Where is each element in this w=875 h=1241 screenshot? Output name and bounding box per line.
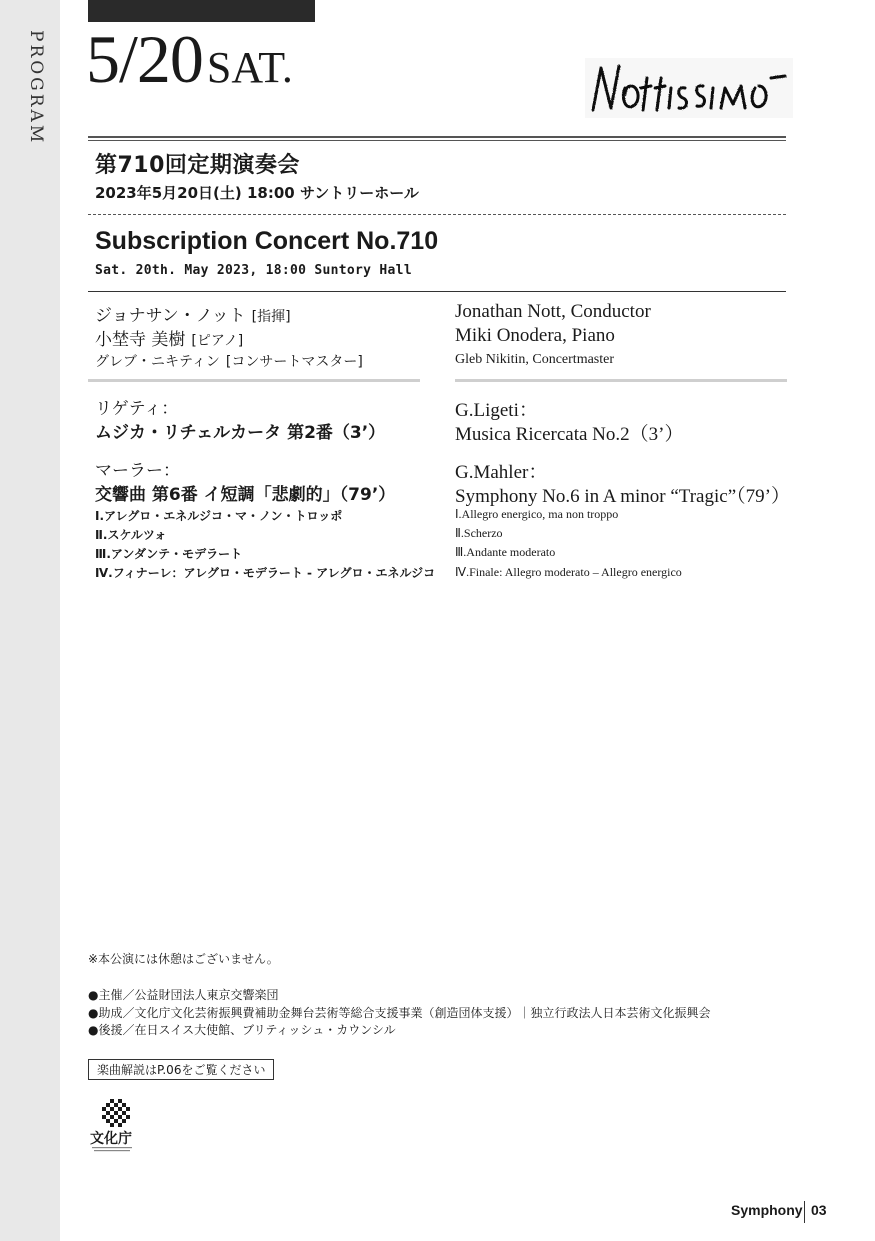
ligeti-work-en: Musica Ricercata No.2（3’） <box>455 424 684 445</box>
mahler-composer-en: G.Mahler： <box>455 462 548 483</box>
mahler-movement-jp-4: Ⅳ.フィナーレ：アレグロ・モデラート - アレグロ・エネルジコ <box>95 566 436 580</box>
section-rule <box>88 291 786 292</box>
performer-role: [コンサートマスター] <box>225 354 363 370</box>
organizer-note: ●主催／公益財団法人東京交響楽団 <box>88 988 279 1002</box>
nottissimo-logo <box>585 58 793 118</box>
performer-en-piano: Miki Onodera, Piano <box>455 325 615 346</box>
header-bar <box>88 0 315 22</box>
concert-datetime-jp: 2023年5月20日(土) 18:00 サントリーホール <box>95 184 419 202</box>
concert-title-en: Subscription Concert No.710 <box>95 227 439 255</box>
page-number: 03 <box>811 1202 827 1218</box>
ligeti-composer-jp: リゲティ： <box>95 399 179 419</box>
dashed-divider <box>88 214 786 215</box>
date-weekday: SAT. <box>206 43 293 92</box>
divider-en <box>455 379 787 382</box>
concert-title-jp: 第710回定期演奏会 <box>95 153 300 178</box>
mahler-work-en: Symphony No.6 in A minor “Tragic”（79’） <box>455 486 790 507</box>
performer-jp-conductor <box>95 301 291 326</box>
concert-datetime-en: Sat. 20th. May 2023, 18:00 Suntory Hall <box>95 263 412 278</box>
performer-name: 小埜寺 美樹 <box>95 330 186 350</box>
sidebar <box>0 0 60 1241</box>
svg-text:文化庁: 文化庁 <box>90 1131 132 1147</box>
ligeti-work-jp: ムジカ・リチェルカータ 第2番（3’） <box>95 423 386 443</box>
performer-role: [指揮] <box>251 309 291 325</box>
performer-role: [ピアノ] <box>191 333 244 349</box>
performer-jp-piano <box>95 325 243 350</box>
mahler-movement-en-4: Ⅳ.Finale: Allegro moderato – Allegro energico <box>455 565 682 579</box>
date-number: 5/20 <box>86 21 203 97</box>
mahler-movement-jp-2: Ⅱ.スケルツォ <box>95 528 167 542</box>
ligeti-composer-en: G.Ligeti： <box>455 400 538 421</box>
divider-jp <box>88 379 420 382</box>
header-rule-secondary <box>88 140 786 141</box>
performer-en-conductor: Jonathan Nott, Conductor <box>455 301 651 322</box>
performer-en-concertmaster: Gleb Nikitin, Concertmaster <box>455 352 615 367</box>
footer-magazine-title: Symphony <box>731 1202 803 1218</box>
concert-date <box>86 20 293 99</box>
footer-divider <box>804 1201 805 1223</box>
sidebar-label: PROGRAM <box>26 30 46 146</box>
intermission-note: ※本公演には休憩はございません。 <box>88 952 279 966</box>
patron-note: ●後援／在日スイス大使館、ブリティッシュ・カウンシル <box>88 1023 396 1037</box>
mahler-movement-en-3: Ⅲ.Andante moderato <box>455 545 556 559</box>
program-notes-reference: 楽曲解説はP.06をご覧ください <box>88 1059 274 1080</box>
mahler-work-jp: 交響曲 第6番 イ短調「悲劇的」（79’） <box>95 485 396 505</box>
mahler-movement-en-2: Ⅱ.Scherzo <box>455 526 503 540</box>
performer-jp-concertmaster <box>95 351 363 371</box>
agency-for-cultural-affairs-logo <box>88 1097 148 1157</box>
performer-name: グレブ・ニキティン <box>95 354 220 370</box>
header-rule <box>88 136 786 138</box>
mahler-movement-jp-3: Ⅲ.アンダンテ・モデラート <box>95 547 243 561</box>
mahler-movement-en-1: Ⅰ.Allegro energico, ma non troppo <box>455 507 619 521</box>
support-note: ●助成／文化庁文化芸術振興費補助金舞台芸術等総合支援事業（創造団体支援）｜独立行政法人日本芸術文化振興会 <box>88 1006 711 1020</box>
performer-name: ジョナサン・ノット <box>95 306 246 326</box>
mahler-movement-jp-1: Ⅰ.アレグロ・エネルジコ・マ・ノン・トロッポ <box>95 509 343 523</box>
mahler-composer-jp: マーラー： <box>95 461 180 481</box>
